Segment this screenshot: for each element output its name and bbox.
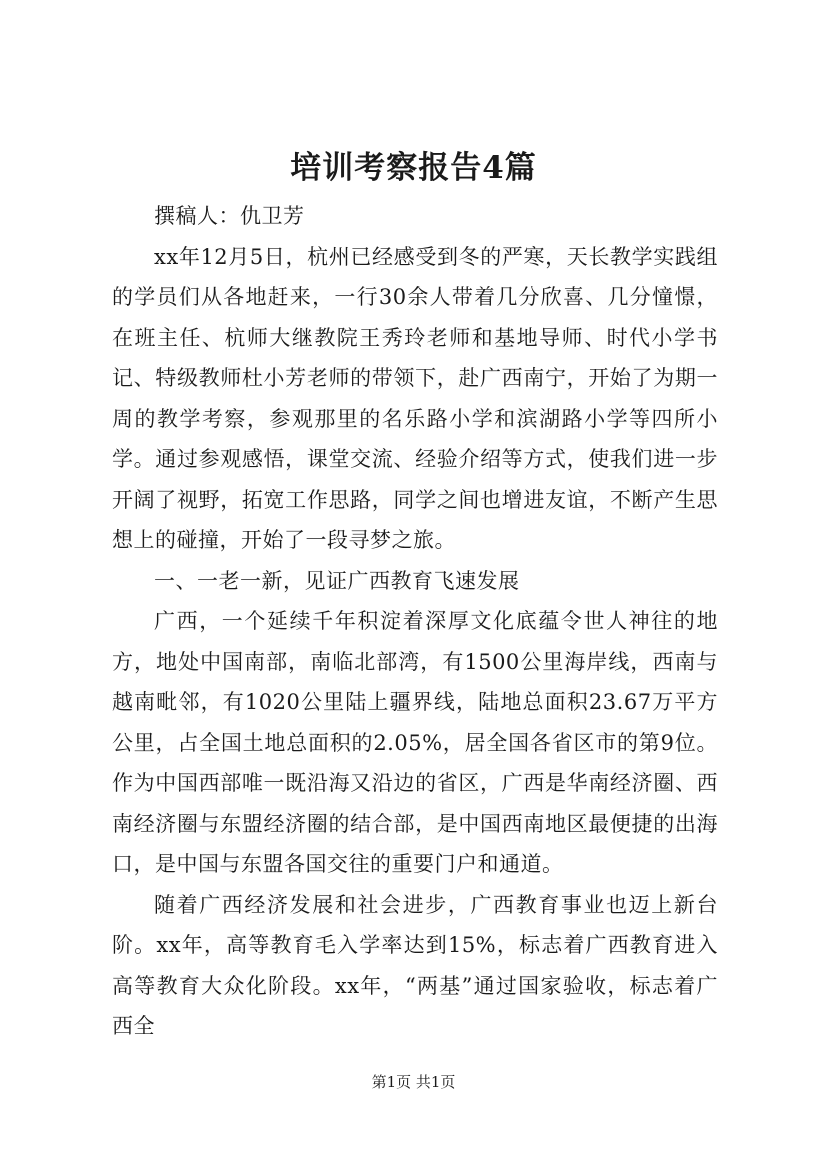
author-line: 撰稿人：仇卫芳 — [154, 204, 305, 228]
paragraph-intro: xx年12月5日，杭州已经感受到冬的严寒，天长教学实践组的学员们从各地赶来，一行30余人带着几分欣喜、几分憧憬，在班主任、杭师大继教院王秀玲老师和基地导师、时代小学书记、特级教师杜小芳老师的带领下，赴广西南宁，开始了为期一周的教学考察，参观那里的名乐路小学和滨湖路小学等四所小学。通过参观感悟，课堂交流、经验介绍等方式，使我们进一步开阔了视野，拓宽工作思路，同学之间也增进友谊，不断产生思想上的碰撞，开始了一段寻梦之旅。 — [112, 244, 718, 552]
paragraph-education: 随着广西经济发展和社会进步，广西教育事业也迈上新台阶。xx年，高等教育毛入学率达到15%，标志着广西教育进入高等教育大众化阶段。xx年，“两基”通过国家验收，标志着广西全 — [112, 892, 718, 1038]
section-heading: 一、一老一新，见证广西教育飞速发展 — [154, 568, 520, 593]
document-body — [112, 196, 718, 1047]
document-title: 培训考察报告4篇 — [290, 150, 537, 186]
page-footer: 第1页 共1页 — [371, 1073, 456, 1091]
paragraph-guangxi: 广西，一个延续千年积淀着深厚文化底蕴令世人神往的地方，地处中国南部，南临北部湾，有1500公里海岸线，西南与越南毗邻，有1020公里陆上疆界线，陆地总面积23.67万平方公里，占全国土地总面积的2.05%，居全国各省区市的第9位。作为中国西部唯一既沿海又沿边的省区，广西是华南经济圈、西南经济圈与东盟经济圈的结合部，是中国西南地区最便捷的出海口，是中国与东盟各国交往的重要门户和通道。 — [112, 609, 718, 876]
